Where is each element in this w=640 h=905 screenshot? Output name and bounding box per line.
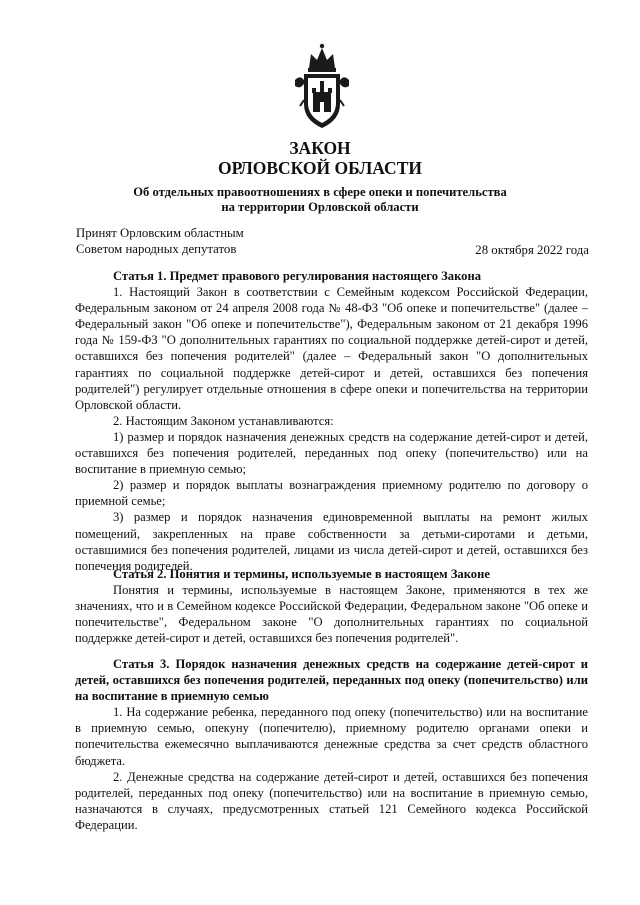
law-subtitle-line2: на территории Орловской области bbox=[221, 200, 419, 214]
article-2-paragraph: Понятия и термины, используемые в настоящем Законе, применяются в тех же значениях, что и в Семейном кодексе Российской Федерации, Федеральном законе "Об опеке и попечительстве", Федеральном законе "О дополнительных гарантиях по социальной поддержке детей-сирот и детей, оставшихся без попечения родителей". bbox=[75, 583, 588, 646]
article-1-paragraph: 1. Настоящий Закон в соответствии с Семейным кодексом Российской Федерации, Федеральным законом от 24 апреля 2008 года № 48-ФЗ "Об опеке и попечительстве" (далее – Федеральный закон "Об опеке и попечительстве"), Федеральным законом от 21 декабря 1996 года № 159-ФЗ "О дополнительных гарантиях по социальной поддержке детей-сирот и детей, оставшихся без попечения родителей" (далее – Федеральный закон "О дополнительных гарантиях по социальной поддержке детей-сирот и детей, оставшихся без попечения родителей") регулирует отдельные отношения в сфере опеки и попечительства на территории Орловской области. bbox=[75, 285, 588, 412]
document-title-region: ОРЛОВСКОЙ ОБЛАСТИ bbox=[218, 158, 422, 178]
coat-of-arms-emblem bbox=[291, 38, 353, 134]
article-1-paragraph: 3) размер и порядок назначения единовременной выплаты на ремонт жилых помещений, закрепленных на праве собственности за детьми-сиротами и детьми, оставшимися без попечения родителей, лицами из числа детей-сирот и детей, оставшихся без попечения родителей. bbox=[75, 510, 588, 573]
article-3-heading: Статья 3. Порядок назначения денежных средств на содержание детей-сирот и детей, оставшихся без попечения родителей, переданных под опеку (попечительство) или на воспитание в приемную семью bbox=[75, 657, 588, 704]
document-title: ЗАКОН bbox=[289, 138, 351, 158]
article-2-heading: Статья 2. Понятия и термины, используемые в настоящем Законе bbox=[113, 567, 490, 581]
article-1-paragraph: 2. Настоящим Законом устанавливаются: bbox=[113, 413, 334, 428]
adoption-line2: Советом народных депутатов bbox=[76, 241, 237, 256]
article-1-paragraph: 2) размер и порядок выплаты вознаграждения приемному родителю по договору о приемной семье; bbox=[75, 478, 588, 509]
article-1-heading: Статья 1. Предмет правового регулирования настоящего Закона bbox=[113, 269, 482, 283]
adoption-line1: Принят Орловским областным bbox=[76, 226, 244, 240]
article-3-paragraph: 1. На содержание ребенка, переданного под опеку (попечительство) или на воспитание в приемную семью, опекуну (попечителю), приемному родителю органами опеки и попечительства ежемесячно выплачиваются денежные средства за счет средств областного бюджета. bbox=[75, 705, 588, 768]
article-1-paragraph: 1) размер и порядок назначения денежных средств на содержание детей-сирот и детей, оставшихся без попечения родителей, переданных под опеку (попечительство) или на воспитание в приемную семью; bbox=[75, 429, 588, 477]
article-1 bbox=[75, 268, 588, 574]
adoption-statement bbox=[76, 226, 244, 257]
adoption-date: 28 октября 2022 года bbox=[475, 243, 589, 257]
article-3-paragraph: 2. Денежные средства на содержание детей-сирот и детей, оставшихся без попечения родителей, переданных под опеку (попечительство) или на воспитание в приемную семью, назначаются в случаях, предусмотренных статьей 121 Семейного кодекса Российской Федерации. bbox=[75, 769, 588, 832]
law-subtitle-line1: Об отдельных правоотношениях в сфере опеки и попечительства bbox=[133, 185, 507, 199]
article-2 bbox=[75, 566, 588, 646]
article-3 bbox=[75, 656, 588, 833]
